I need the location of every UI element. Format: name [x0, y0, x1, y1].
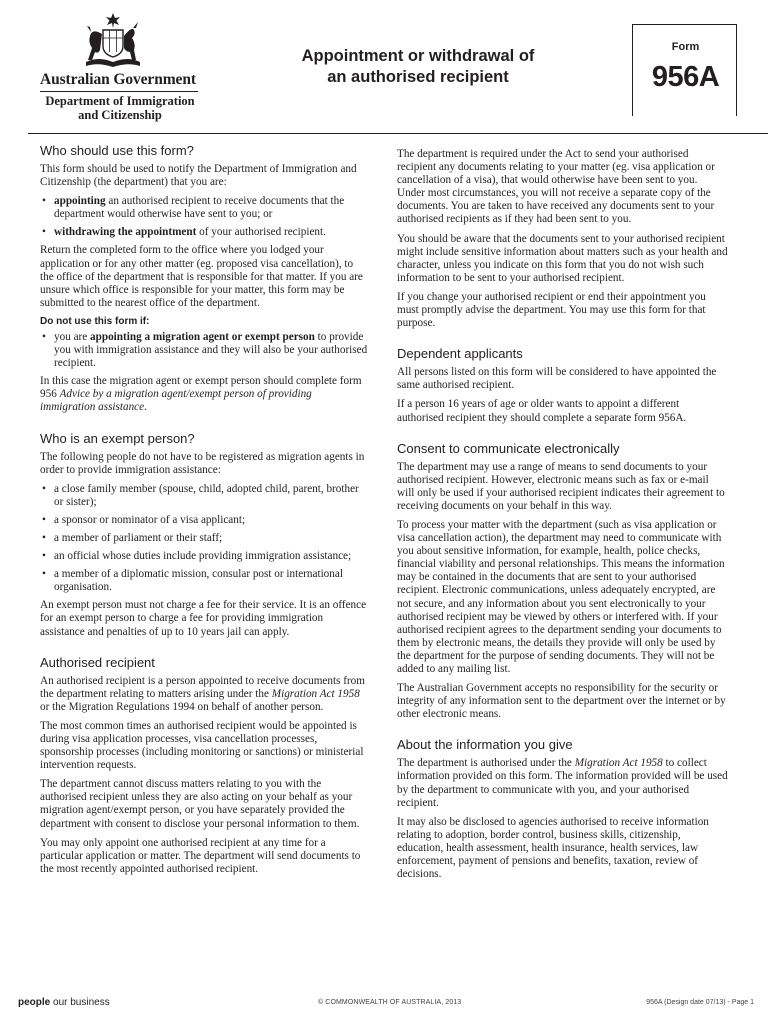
consent-text-2: To process your matter with the department (such as visa application or visa cancellation action), the department may need to communicate with you about sensitive information, for example, health, police checks, financial viability and personal relationships. This means the information may be contained in the documents that are sent to your authorised recipient. Electronic communications, unless adequately encrypted, are not secure, and any information about you sent electronically to your authorised recipient may be viewed by others or interfered with. If your authorised recipient agrees to the department sending your documents to them by electronic means, the details they provide will only be used by the department for the purpose of sending documents. They will not be added to any mailing list. — [397, 518, 725, 675]
footer-copyright: © COMMONWEALTH OF AUSTRALIA, 2013 — [318, 999, 462, 1006]
list-item: • an official whose duties include providing immigration assistance; — [42, 550, 352, 563]
authorised-recipient-common-times: The most common times an authorised recipient would be appointed is during visa application processes, visa cancellation processes, sponsorship processes (including monitoring or sanctions) or ministerial intervention requests. — [40, 719, 364, 772]
form-number: 956A — [651, 61, 720, 93]
who-bullet-list — [40, 195, 368, 239]
change-recipient-text: If you change your authorised recipient or end their appointment you must promptly advise the department. You may use this form for that purpose. — [397, 290, 706, 330]
who-return-text: Return the completed form to the office where you lodged your application or for any other matter (eg. proposed visa cancellation), to the office of the department that is responsible for that matter. If you are unsure which office is responsible for your matter, this form may be submitted to the nearest office of the department. — [40, 244, 363, 309]
department-name-line2: and Citizenship — [78, 108, 162, 122]
coat-of-arms-icon — [78, 12, 148, 70]
documents-sent-text: The department is required under the Act to send your authorised recipient any documents relating to your matter (eg. visa application or cancellation of a visa), that would otherwise have been sent to you. Under most circumstances, you will not receive a separate copy of the documents. You are taken to have received any documents sent to your authorised recipients as if they had been sent to you. — [397, 148, 715, 226]
header-divider — [28, 133, 768, 134]
section-heading-exempt-person: Who is an exempt person? — [40, 430, 195, 446]
section-heading-authorised-recipient: Authorised recipient — [40, 654, 155, 670]
list-item: • a close family member (spouse, child, adopted child, parent, brother or sister); — [42, 482, 359, 508]
footer-page-info: 956A (Design date 07/13) - Page 1 — [646, 999, 754, 1006]
dependent-applicants-text-2: If a person 16 years of age or older wants to appoint a different authorised recipient they should complete a separate form 956A. — [397, 398, 687, 424]
right-column — [397, 148, 728, 887]
consent-text-3: The Australian Government accepts no responsibility for the security or integrity of any information sent to the department over the internet or by other electronic means. — [397, 682, 726, 721]
section-heading-who-should-use: Who should use this form? — [40, 143, 194, 158]
list-item: • a member of a diplomatic mission, consular post or international organisation. — [42, 568, 343, 594]
list-item: • a member of parliament or their staff; — [42, 531, 223, 544]
department-name-line1: Department of Immigration — [45, 94, 195, 108]
left-column — [40, 143, 368, 882]
section-heading-consent-electronic: Consent to communicate electronically — [397, 440, 620, 456]
do-not-use-list — [40, 331, 368, 370]
consent-text-1: The department may use a range of means to send documents to your authorised recipient. However, electronic means such as fax or e-mail will only be used if your authorised recipient indicates their agreement to receiving documents on your behalf in this way. — [397, 460, 725, 512]
bullet-icon: • — [42, 330, 46, 343]
exempt-fee-text: An exempt person must not charge a fee for their service. It is an offence for an exempt person to charge a fee for providing immigration assistance and penalties of up to 10 years jail can apply. — [40, 599, 367, 638]
exempt-intro-text: The following people do not have to be registered as migration agents in order to provide immigration assistance: — [40, 450, 365, 476]
authorised-recipient-definition: An authorised recipient is a person appointed to receive documents from the department relating to matters arising under the Migration Act 1958 or the Migration Regulations 1994 on behalf of another person. — [40, 674, 365, 713]
list-item: • appointing an authorised recipient to receive documents that the department would otherwise have sent to you; or — [42, 195, 345, 221]
sensitive-information-text: You should be aware that the documents sent to your authorised recipient might include sensitive information about matters such as your health and character, unless you indicate on this form that you do not wish such information to be sent to your authorised recipient. — [397, 232, 728, 284]
exempt-list — [40, 483, 368, 595]
form-title-line1: Appointment or withdrawal of — [301, 47, 535, 65]
bullet-icon: • — [42, 195, 46, 208]
form-title-line2: an authorised recipient — [327, 68, 509, 86]
who-intro-text: This form should be used to notify the Department of Immigration and Citizenship (the department) that you are: — [40, 163, 357, 189]
bullet-icon: • — [42, 226, 46, 239]
dependent-applicants-text-1: All persons listed on this form will be considered to have appointed the same authorised recipient. — [397, 366, 717, 392]
about-information-text-2: It may also be disclosed to agencies authorised to receive information relating to adoption, border control, business skills, citizenship, education, health assessment, health insurance, health services, law enforcement, payment of pensions and benefits, taxation, review of decisions. — [397, 815, 709, 881]
section-heading-dependent-applicants: Dependent applicants — [397, 346, 523, 362]
form-header — [0, 0, 768, 135]
bullet-icon: • — [42, 482, 46, 495]
bullet-icon: • — [42, 550, 46, 563]
authorised-recipient-discussion: The department cannot discuss matters relating to you with the authorised recipient unless they are also acting on your behalf as your migration agent/exempt person, or you have separately provided the department with consent to disclose your personal information to them. — [40, 778, 360, 830]
about-information-text-1: The department is authorised under the Migration Act 1958 to collect information provided on this form. The information provided will be used by the department to communicate with you, and your authorised recipient. — [397, 757, 728, 809]
government-name-rule — [40, 91, 198, 92]
bullet-icon: • — [42, 531, 46, 544]
bullet-icon: • — [42, 513, 46, 526]
footer-brand: people our business — [18, 997, 110, 1008]
list-item: • you are appointing a migration agent or exempt person to provide you with immigration assistance and they will also be your authorised recipient. — [42, 330, 368, 370]
form-title — [268, 46, 568, 88]
do-not-use-case-text: In this case the migration agent or exempt person should complete form 956 Advice by a migration agent/exempt person of providing immigration assistance. — [40, 375, 362, 414]
government-name: Australian Government — [40, 71, 196, 88]
form-number-box — [632, 24, 737, 116]
subheading-do-not-use: Do not use this form if: — [40, 315, 150, 327]
bullet-icon: • — [42, 568, 46, 581]
authorised-recipient-one-only: You may only appoint one authorised recipient at any time for a particular application or matter. The department will send documents to the most recently appointed authorised recipient. — [40, 836, 361, 875]
page-footer — [0, 994, 768, 1024]
list-item: • a sponsor or nominator of a visa applicant; — [42, 513, 246, 526]
list-item: • withdrawing the appointment of your authorised recipient. — [42, 226, 326, 239]
section-heading-about-information: About the information you give — [397, 737, 573, 753]
form-label: Form — [671, 41, 700, 53]
